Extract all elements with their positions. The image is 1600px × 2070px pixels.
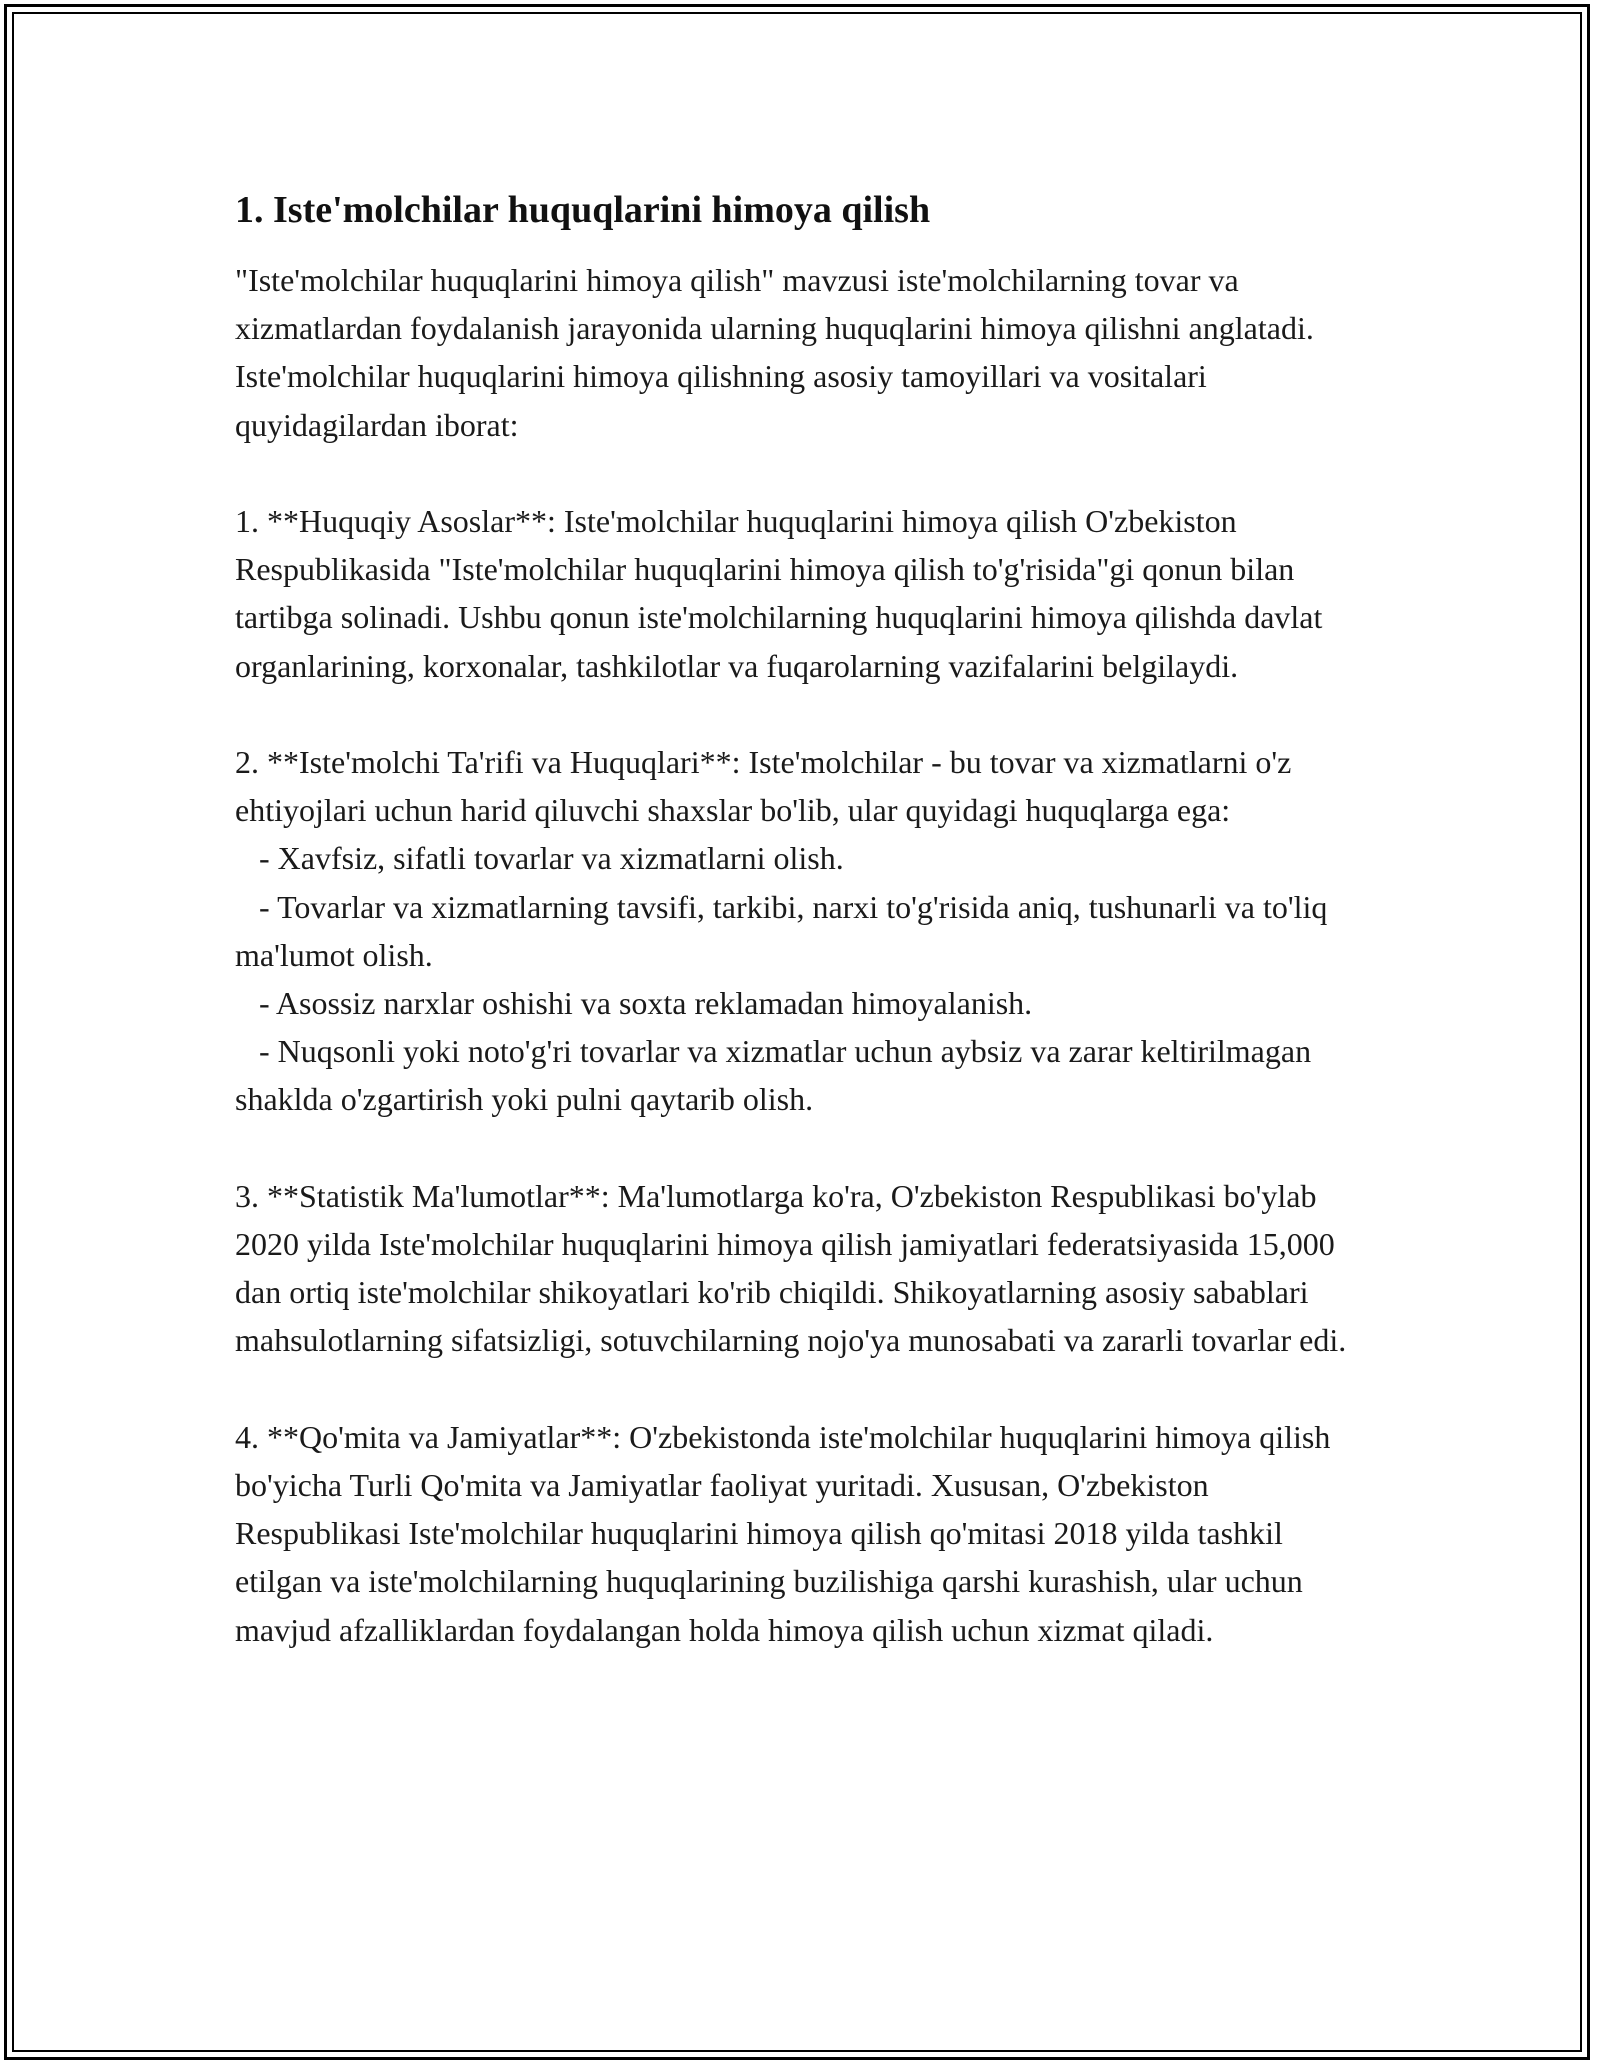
section-committees: 4. **Qo'mita va Jamiyatlar**: O'zbekistonda iste'molchilar huquqlarini himoya qilish bo'yicha Turli Qo'mita va Jamiyatlar faoliyat yuritadi. Xususan, O'zbekiston Respublikasi Iste'molchilar huquqlarini himoya qilish qo'mitasi 2018 yilda tashkil etilgan va iste'molchilarning huquqlarining buzilishiga qarshi kurashish, ular uchun mavjud afzalliklardan foydalangan holda himoya qilish uchun xizmat qiladi. [235, 1418, 1339, 1648]
rights-list-item: - Nuqsonli yoki noto'g'ri tovarlar va xizmatlar uchun aybsiz va zarar keltirilmagan shaklda o'zgartirish yoki pulni qaytarib olish. [235, 1033, 1320, 1118]
section-statistics: 3. **Statistik Ma'lumotlar**: Ma'lumotlarga ko'ra, O'zbekiston Respublikasi bo'ylab 2020 yilda Iste'molchilar huquqlarini himoya qilish jamiyatlari federatsiyasida 15,000 dan ortiq iste'molchilar shikoyatlari ko'rib chiqildi. Shikoyatlarning asosiy sabablari mahsulotlarning sifatsizligi, sotuvchilarning nojo'ya munosabati va zararli tovarlar edi. [235, 1177, 1347, 1359]
paragraph-gap [235, 690, 1365, 738]
paragraph-gap [235, 449, 1365, 497]
paragraph-gap [235, 1124, 1365, 1172]
rights-list-item: - Tovarlar va xizmatlarning tavsifi, tarkibi, narxi to'g'risida aniq, tushunarli va to'liq ma'lumot olish. [235, 888, 1336, 973]
intro-paragraph: "Iste'molchilar huquqlarini himoya qilish" mavzusi iste'molchilarning tovar va xizmatlardan foydalanish jarayonida ularning huquqlarini himoya qilishni anglatadi. Iste'molchilar huquqlarini himoya qilishning asosiy tamoyillari va vositalari quyidagilardan iborat: [235, 262, 1322, 443]
paragraph-gap [235, 1365, 1365, 1413]
section-legal-basis: 1. **Huquqiy Asoslar**: Iste'molchilar huquqlarini himoya qilish O'zbekiston Respublikasida "Iste'molchilar huquqlarini himoya qilish to'g'risida"gi qonun bilan tartibga solinadi. Ushbu qonun iste'molchilarning huquqlarini himoya qilishda davlat organlarining, korxonalar, tashkilotlar va fuqarolarning vazifalarini belgilaydi. [235, 503, 1331, 684]
document-body [235, 186, 1365, 1654]
rights-list-item: - Xavfsiz, sifatli tovarlar va xizmatlarni olish. [235, 840, 844, 877]
document-title: 1. Iste'molchilar huquqlarini himoya qilish [235, 189, 931, 231]
section-consumer-rights: 2. **Iste'molchi Ta'rifi va Huquqlari**: Iste'molchilar - bu tovar va xizmatlarni o'z ehtiyojlari uchun harid qiluvchi shaxslar bo'lib, ular quyidagi huquqlarga ega: [235, 744, 1300, 829]
rights-list-item: - Asossiz narxlar oshishi va soxta reklamadan himoyalanish. [235, 985, 1033, 1022]
